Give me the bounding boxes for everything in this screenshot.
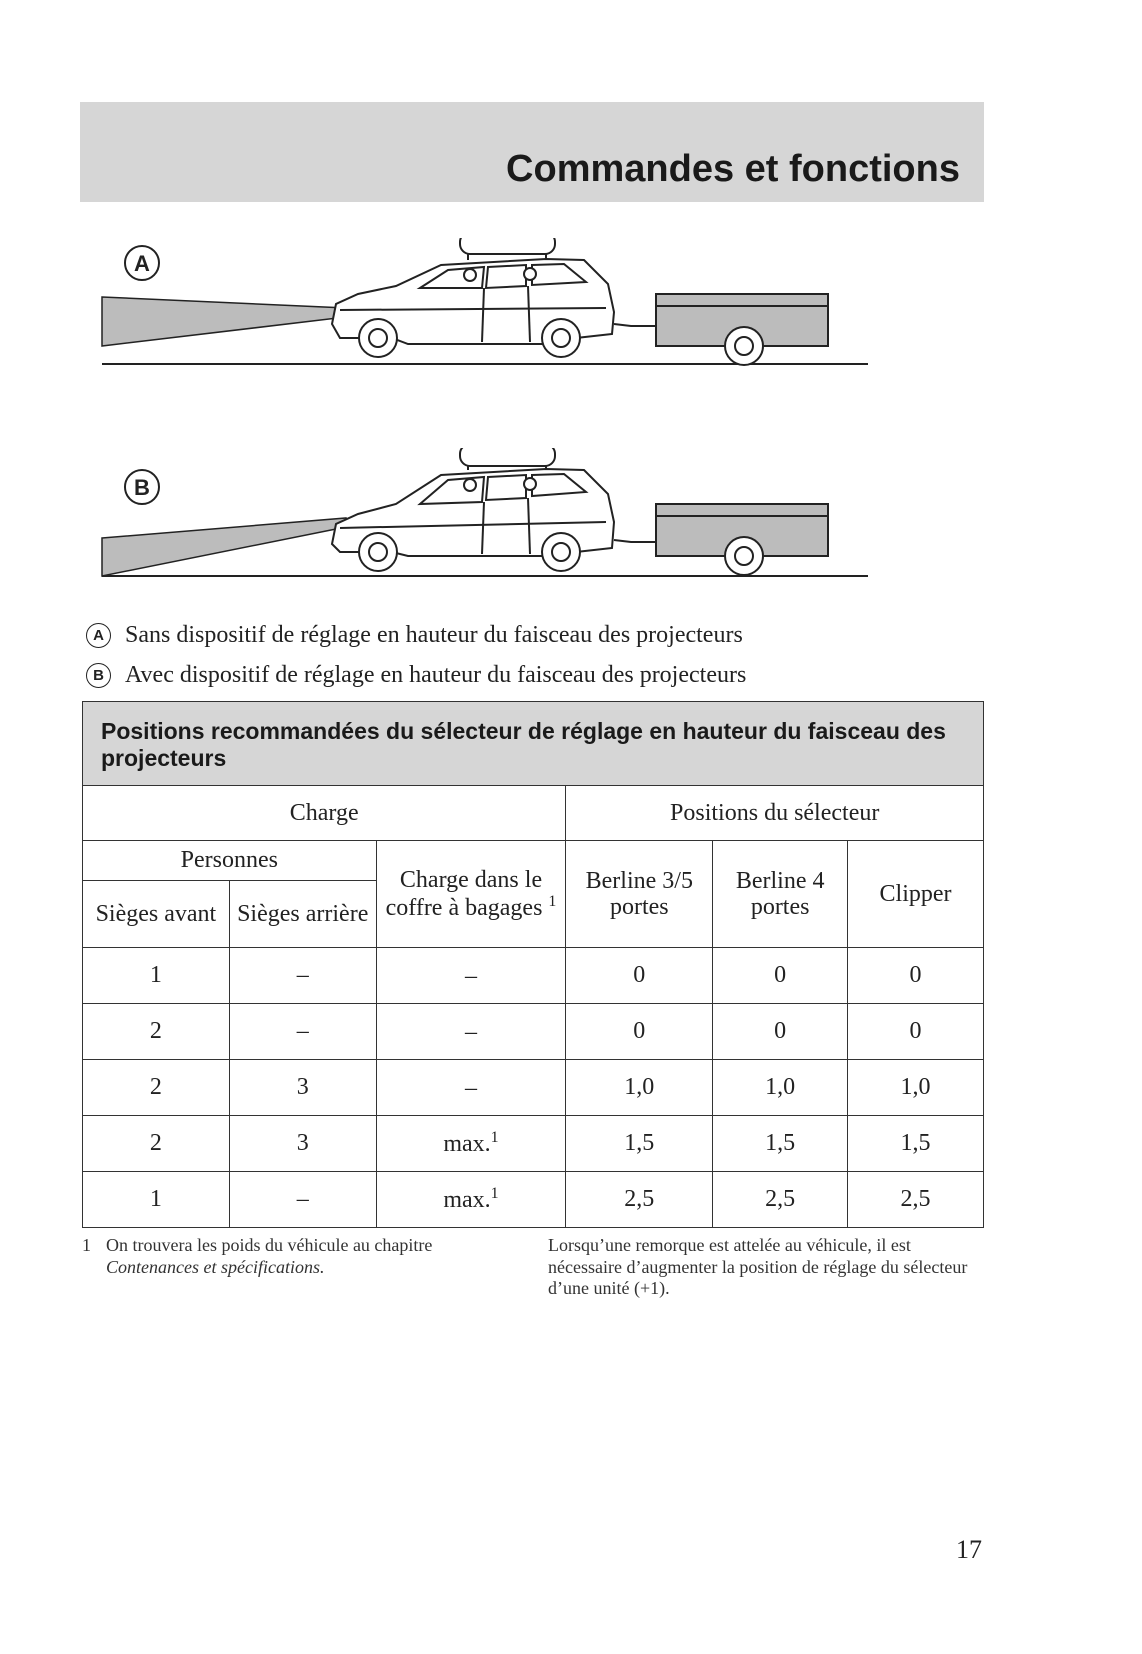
cell-clipper: 0 <box>848 1004 984 1060</box>
footnote-left <box>82 1235 522 1278</box>
legend-text: Avec dispositif de réglage en hauteur du faisceau des projecteurs <box>125 662 747 688</box>
footnote-number: 1 <box>82 1235 91 1255</box>
car-icon <box>332 448 658 571</box>
table-row <box>83 948 984 1004</box>
table-row <box>83 1172 984 1228</box>
footnote-left-italic: Contenances et spécifications. <box>106 1256 325 1277</box>
cell-boot <box>376 1060 566 1116</box>
header-front-seats: Sièges avant <box>83 881 230 948</box>
table-row <box>83 1116 984 1172</box>
cell-boot-value: max. <box>443 1187 491 1214</box>
table-row <box>83 1004 984 1060</box>
cell-clipper: 1,0 <box>848 1060 984 1116</box>
cell-clipper: 2,5 <box>848 1172 984 1228</box>
cell-front: 2 <box>83 1060 230 1116</box>
header-rear-seats: Sièges arrière <box>229 881 376 948</box>
cell-berline35: 0 <box>566 1004 713 1060</box>
cell-boot-value: – <box>465 1075 477 1102</box>
cell-boot-value: max. <box>443 1131 491 1158</box>
legend-text: Sans dispositif de réglage en hauteur du faisceau des projecteurs <box>125 622 743 648</box>
header-berline35: Berline 3/5 portes <box>566 841 713 948</box>
cell-boot <box>376 948 566 1004</box>
footnote-right: Lorsqu’une remorque est attelée au véhicule, il est nécessaire d’augmenter la position de réglage du sélecteur d’une unité (+1). <box>548 1235 968 1299</box>
legend-item-a <box>86 622 743 649</box>
car-icon <box>332 238 658 357</box>
headlight-beam <box>102 518 346 576</box>
cell-boot <box>376 1004 566 1060</box>
cell-berline35: 0 <box>566 948 713 1004</box>
page-number: 17 <box>956 1535 982 1564</box>
cell-boot-value: – <box>465 1019 477 1046</box>
trailer-icon <box>656 504 828 575</box>
cell-boot <box>376 1116 566 1172</box>
figure-a-label: A <box>134 251 150 276</box>
cell-rear: 3 <box>229 1116 376 1172</box>
cell-berline4: 1,0 <box>713 1060 848 1116</box>
header-charge: Charge <box>83 786 566 841</box>
trailer-icon <box>656 294 828 365</box>
legend-item-b <box>86 662 746 689</box>
cell-berline4: 1,5 <box>713 1116 848 1172</box>
cell-front: 2 <box>83 1116 230 1172</box>
cell-front: 1 <box>83 1172 230 1228</box>
cell-boot-note: 1 <box>490 1129 499 1147</box>
cell-front: 2 <box>83 1004 230 1060</box>
car-trailer-illustration-a <box>96 238 896 373</box>
cell-berline35: 2,5 <box>566 1172 713 1228</box>
headlight-beam <box>102 297 346 346</box>
cell-berline35: 1,0 <box>566 1060 713 1116</box>
header-boot-note: 1 <box>548 893 557 910</box>
cell-boot-value: – <box>465 963 477 990</box>
cell-rear: 3 <box>229 1060 376 1116</box>
cell-rear: – <box>229 1172 376 1228</box>
cell-rear: – <box>229 948 376 1004</box>
cell-boot-note: 1 <box>490 1185 499 1203</box>
cell-rear: – <box>229 1004 376 1060</box>
header-clipper: Clipper <box>848 841 984 948</box>
page-title: Commandes et fonctions <box>506 148 960 190</box>
figure-b-label: B <box>134 475 150 500</box>
cell-clipper: 1,5 <box>848 1116 984 1172</box>
footnote-left-text: On trouvera les poids du véhicule au chapitre <box>106 1235 433 1255</box>
cell-boot <box>376 1172 566 1228</box>
legend-letter: A <box>86 623 111 648</box>
header-berline4: Berline 4 portes <box>713 841 848 948</box>
cell-berline35: 1,5 <box>566 1116 713 1172</box>
header-persons: Personnes <box>83 841 377 881</box>
cell-berline4: 0 <box>713 948 848 1004</box>
header-boot <box>376 841 566 948</box>
headlamp-levelling-table <box>82 701 984 1228</box>
cell-front: 1 <box>83 948 230 1004</box>
table-row <box>83 1060 984 1116</box>
cell-berline4: 2,5 <box>713 1172 848 1228</box>
header-band <box>80 102 984 202</box>
figure-b <box>96 448 896 583</box>
cell-berline4: 0 <box>713 1004 848 1060</box>
cell-clipper: 0 <box>848 948 984 1004</box>
car-trailer-illustration-b <box>96 448 896 583</box>
legend-letter: B <box>86 663 111 688</box>
header-positions: Positions du sélecteur <box>566 786 984 841</box>
header-boot-label: Charge dans le coffre à bagages <box>385 866 543 921</box>
figure-a <box>96 238 896 373</box>
table-title: Positions recommandées du sélecteur de réglage en hauteur du faisceau des projecteurs <box>83 702 984 786</box>
